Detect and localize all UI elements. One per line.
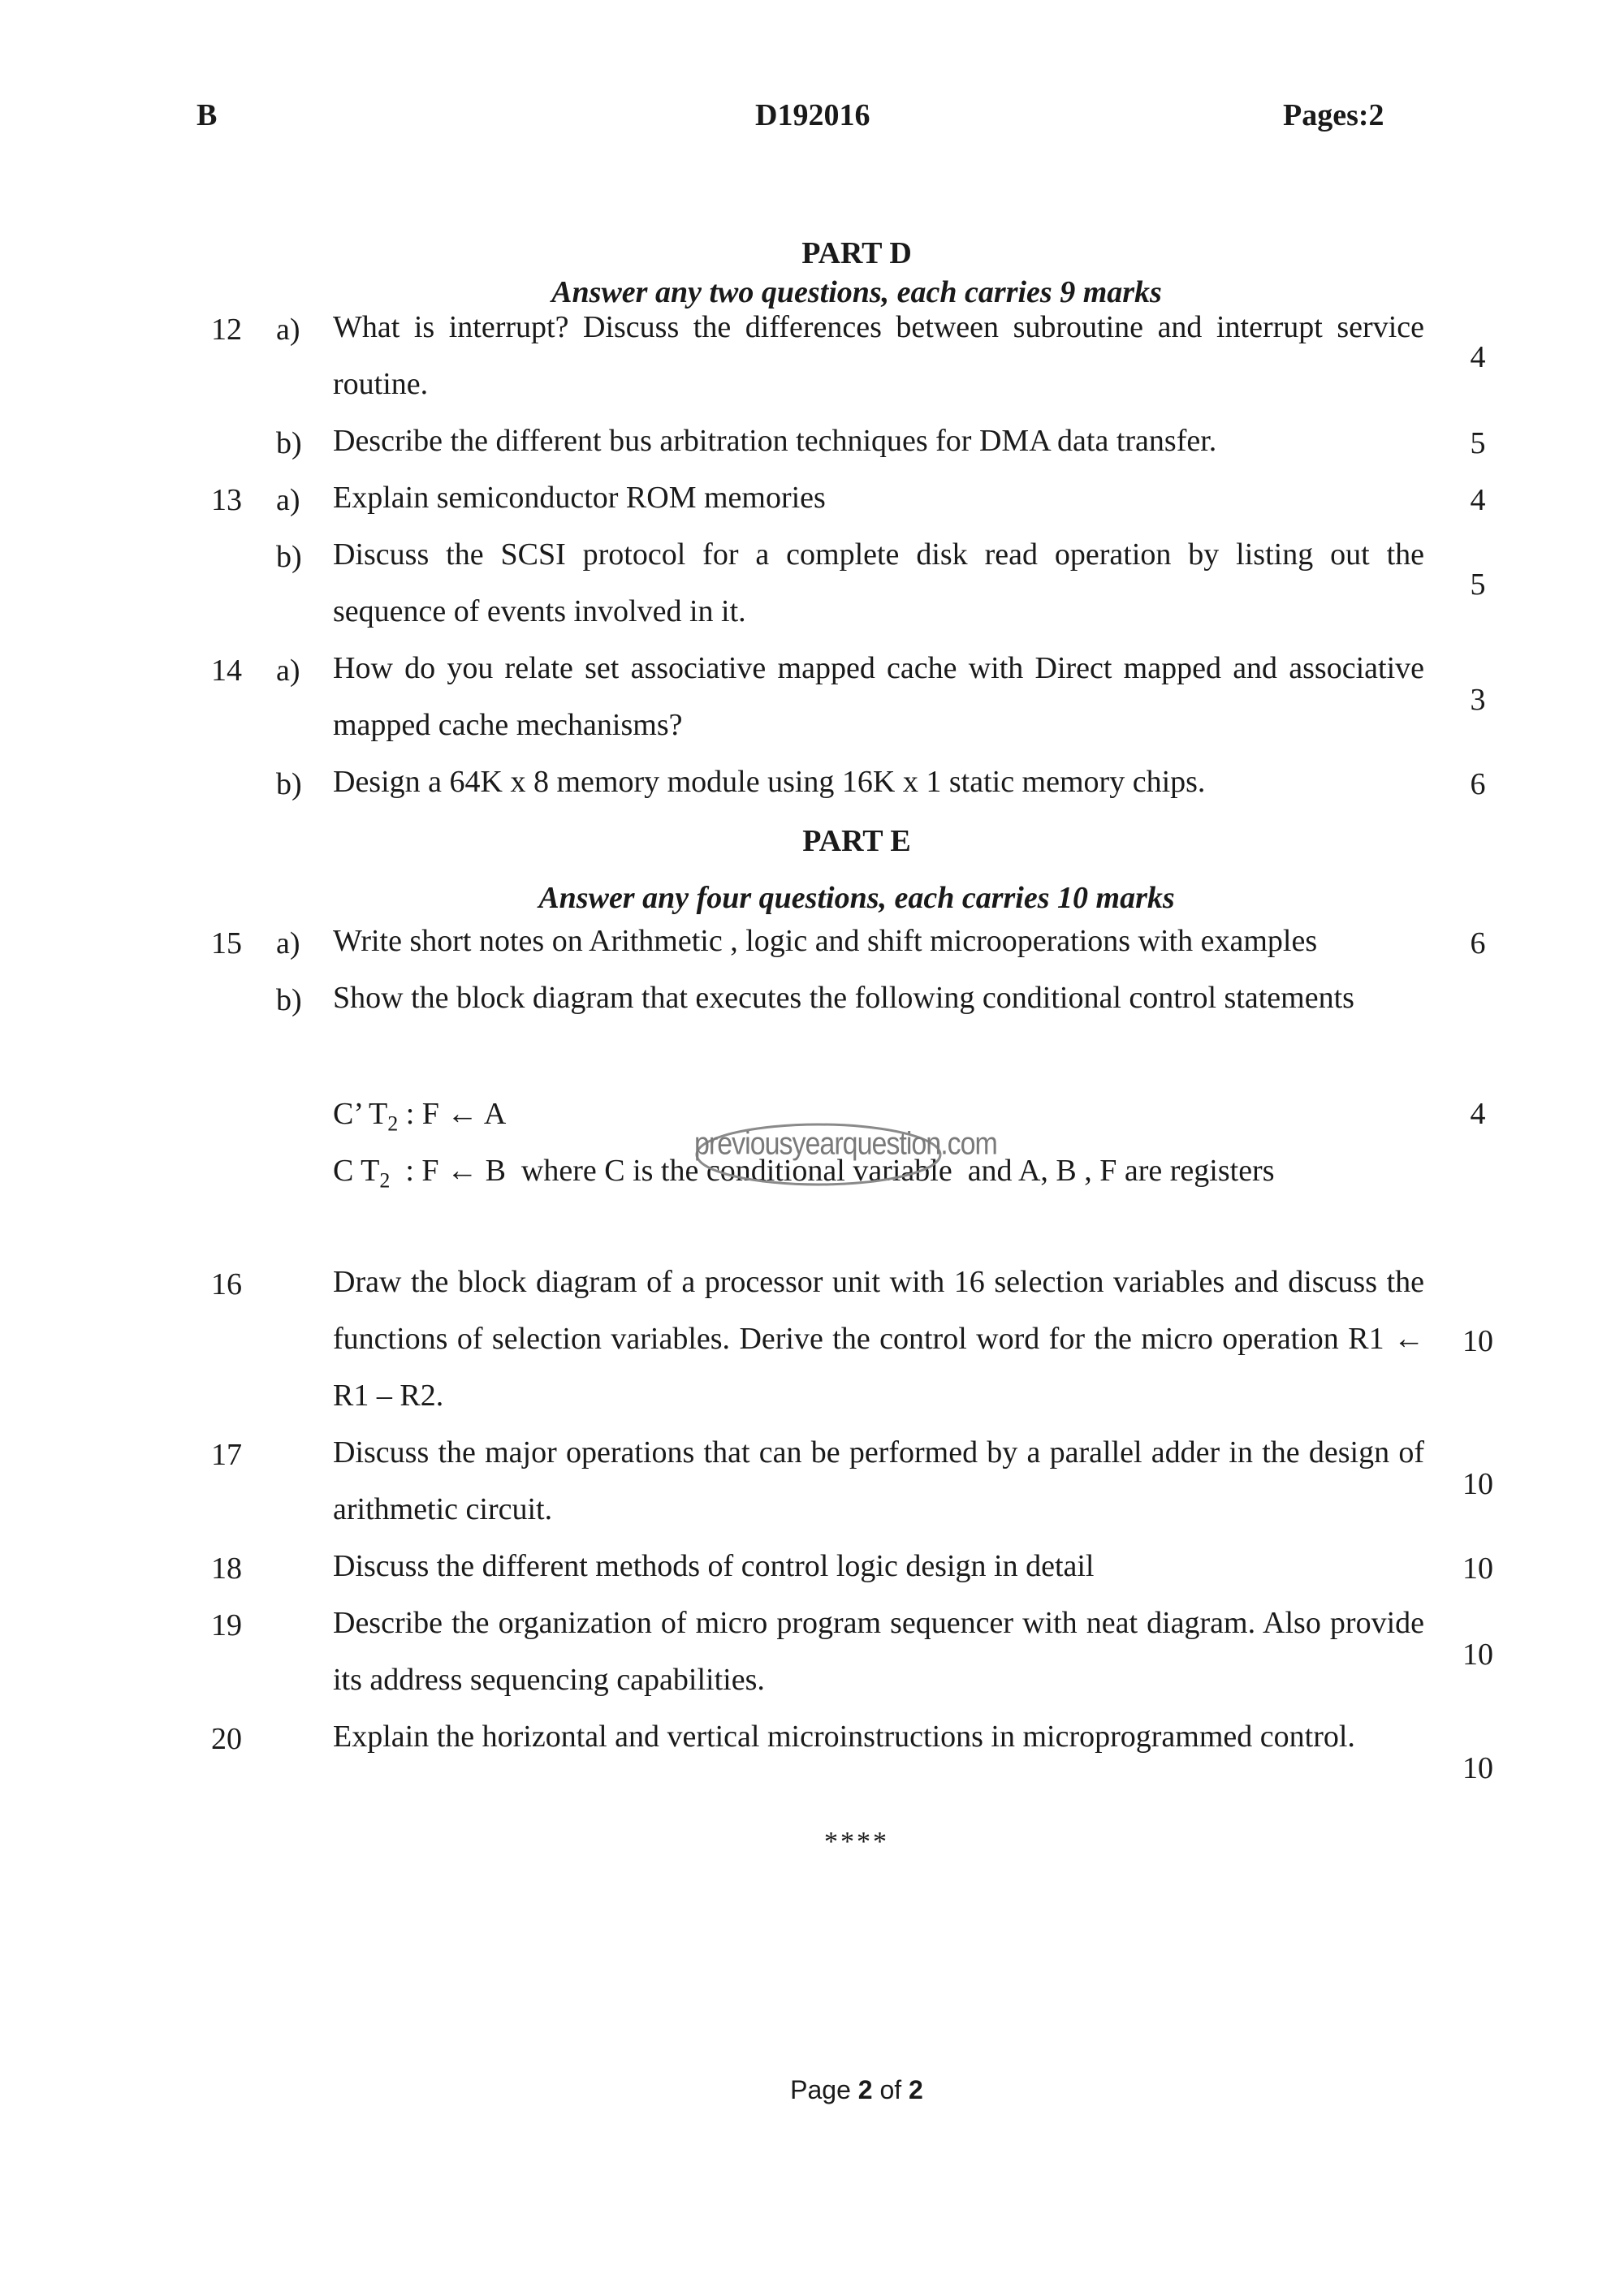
- question-marks: 10: [1462, 1751, 1493, 1785]
- question-text: Explain the horizontal and vertical microinstructions in microprogrammed control.: [333, 1720, 1355, 1754]
- statement-text: : F ← B where C is the conditional variable and A, B , F are registers: [390, 1154, 1275, 1188]
- question-marks: 6: [1470, 767, 1486, 801]
- question-marks: 5: [1470, 426, 1486, 460]
- part-e-instruction: Answer any four questions, each carries 10 marks: [538, 881, 1175, 915]
- question-marks: 4: [1470, 483, 1486, 517]
- question-number: 18: [211, 1552, 242, 1586]
- question-text: Write short notes on Arithmetic , logic and shift microoperations with examples: [333, 924, 1318, 958]
- question-part-label: a): [276, 483, 300, 517]
- question-number: 19: [211, 1608, 242, 1642]
- header-section-code: B: [197, 98, 218, 132]
- question-part-label: b): [276, 983, 302, 1017]
- page-footer: [0, 2075, 1624, 2105]
- statement-text: : F ← A: [398, 1097, 507, 1131]
- question-text: Design a 64K x 8 memory module using 16K x 1 static memory chips.: [333, 765, 1206, 799]
- question-text: Show the block diagram that executes the following conditional control statements: [333, 981, 1354, 1015]
- question-part-label: a): [276, 926, 300, 960]
- watermark-stamp: [694, 1122, 997, 1187]
- question-text: Explain semiconductor ROM memories: [333, 481, 826, 515]
- question-marks: 6: [1470, 926, 1486, 960]
- question-text: Describe the different bus arbitration techniques for DMA data transfer.: [333, 424, 1217, 458]
- question-number: 20: [211, 1722, 242, 1756]
- question-marks: 5: [1470, 568, 1486, 602]
- end-of-paper-mark: ****: [824, 1827, 889, 1857]
- question-text: How do you relate set associative mapped cache with Direct mapped and associative mapped cache mechanisms?: [333, 651, 1424, 742]
- question-number: 15: [211, 926, 242, 960]
- watermark-text: previousyearquestion.com: [694, 1126, 997, 1162]
- question-number: 14: [211, 654, 242, 688]
- subscript: 2: [387, 1111, 399, 1136]
- question-marks: 10: [1462, 1324, 1493, 1358]
- header-paper-code: D192016: [755, 98, 870, 132]
- question-text: Draw the block diagram of a processor unit with 16 selection variables and discuss the functions of selection variables. Derive the control word for the micro operation R1 ← R1 – R2.: [333, 1265, 1424, 1413]
- question-part-label: b): [276, 540, 302, 574]
- footer-total-pages: 2: [909, 2075, 923, 2104]
- question-marks: 4: [1470, 340, 1486, 374]
- question-text: Describe the organization of micro program sequencer with neat diagram. Also provide its address sequencing capabilities.: [333, 1606, 1424, 1697]
- question-marks: 10: [1462, 1552, 1493, 1586]
- question-text: What is interrupt? Discuss the differences between subroutine and interrupt service routine.: [333, 310, 1424, 401]
- question-marks: 3: [1470, 683, 1486, 717]
- header-page-count: Pages:2: [1283, 98, 1384, 132]
- statement-text: C T: [333, 1154, 380, 1188]
- question-part-label: b): [276, 767, 302, 801]
- question-part-label: a): [276, 313, 300, 347]
- part-d-instruction: Answer any two questions, each carries 9 marks: [551, 275, 1162, 309]
- footer-current-page: 2: [857, 2075, 873, 2104]
- question-marks: 10: [1462, 1467, 1493, 1501]
- control-statement-1: [333, 1096, 506, 1137]
- question-number: 17: [211, 1438, 242, 1472]
- question-marks: 4: [1470, 1097, 1486, 1131]
- question-marks: 10: [1462, 1638, 1493, 1672]
- footer-of-word: of: [879, 2075, 902, 2104]
- question-number: 13: [211, 483, 242, 517]
- question-part-label: b): [276, 426, 302, 460]
- part-d-title: PART D: [801, 236, 912, 270]
- statement-text: C’ T: [333, 1097, 388, 1131]
- question-number: 12: [211, 313, 242, 347]
- part-e-title: PART E: [802, 824, 911, 858]
- question-text: Discuss the SCSI protocol for a complete disk read operation by listing out the sequence of events involved in it.: [333, 537, 1424, 628]
- question-number: 16: [211, 1267, 242, 1301]
- subscript: 2: [379, 1168, 391, 1193]
- question-text: Discuss the different methods of control logic design in detail: [333, 1549, 1095, 1583]
- question-part-label: a): [276, 654, 300, 688]
- footer-page-word: Page: [790, 2075, 851, 2104]
- question-text: Discuss the major operations that can be performed by a parallel adder in the design of arithmetic circuit.: [333, 1435, 1424, 1526]
